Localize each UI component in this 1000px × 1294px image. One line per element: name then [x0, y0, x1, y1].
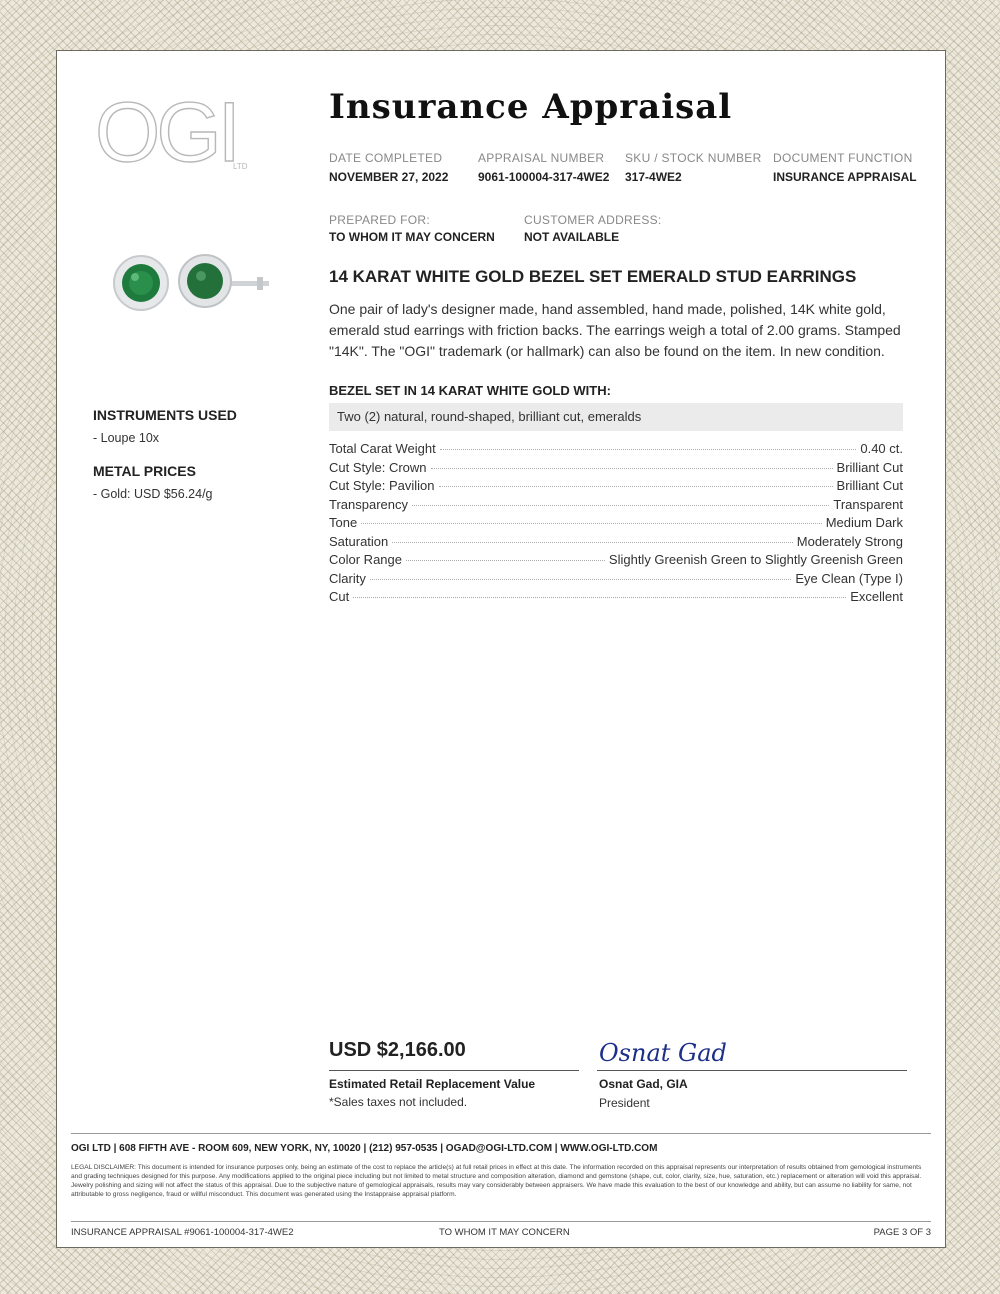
doc-function-label: DOCUMENT FUNCTION: [773, 151, 913, 165]
spec-row: [329, 515, 903, 534]
stones-description: Two (2) natural, round-shaped, brilliant cut, emeralds: [329, 403, 903, 431]
spec-row: [329, 441, 903, 460]
spec-row: [329, 589, 903, 608]
date-completed-label: DATE COMPLETED: [329, 151, 443, 165]
prepared-for-label: PREPARED FOR:: [329, 213, 431, 227]
signature-text: Osnat Gad: [599, 1039, 727, 1067]
spec-key: Total Carat Weight: [329, 441, 436, 456]
spec-row: [329, 552, 903, 571]
leader-dots: [412, 505, 829, 506]
customer-address-label: CUSTOMER ADDRESS:: [524, 213, 662, 227]
spec-key: Tone: [329, 515, 358, 530]
leader-dots: [406, 560, 605, 561]
leader-dots: [353, 597, 846, 598]
product-image: [81, 201, 281, 361]
earring-side: [179, 255, 269, 307]
spec-row: [329, 571, 903, 590]
footer-rule: [71, 1133, 931, 1134]
logo-mark: OGI: [95, 95, 238, 175]
value-rule: [329, 1070, 579, 1071]
spec-key: Cut: [329, 589, 350, 604]
spec-row: [329, 460, 903, 479]
footer-recipient: TO WHOM IT MAY CONCERN: [439, 1227, 570, 1238]
signer-name: Osnat Gad, GIA: [599, 1077, 688, 1091]
earring-front: [114, 256, 168, 310]
leader-dots: [392, 542, 793, 543]
spec-row: [329, 497, 903, 516]
sku-value: 317-4WE2: [625, 170, 682, 184]
spec-value: Brilliant Cut: [836, 478, 903, 493]
item-heading: 14 KARAT WHITE GOLD BEZEL SET EMERALD STUD EARRINGS: [329, 267, 857, 286]
page-title: Insurance Appraisal: [329, 87, 733, 127]
leader-dots: [370, 579, 792, 580]
spec-key: Transparency: [329, 496, 408, 512]
item-description: One pair of lady's designer made, hand assembled, hand made, polished, 14K white gold, emerald stud earrings with friction backs. The earrings weigh a total of 2.00 grams. Stamped "14K". The "OGI" trademark (or hallmark) can also be found on the item. In new condition.: [329, 301, 901, 359]
leader-dots: [440, 449, 857, 450]
spec-row: [329, 478, 903, 497]
sku-label: SKU / STOCK NUMBER: [625, 151, 762, 165]
metal-prices-heading: METAL PRICES: [93, 463, 196, 479]
spec-key: Cut Style: Crown: [329, 459, 427, 475]
replacement-value-label: Estimated Retail Replacement Value: [329, 1077, 536, 1091]
tax-note: *Sales taxes not included.: [329, 1095, 468, 1109]
signature: [597, 1031, 737, 1071]
spec-value: 0.40 ct.: [860, 441, 903, 456]
replacement-value: USD $2,166.00: [329, 1039, 466, 1061]
signature-rule: [597, 1070, 907, 1071]
logo-sub: LTD: [233, 162, 248, 171]
footer-appraisal-ref: INSURANCE APPRAISAL #9061-100004-317-4WE2: [71, 1227, 294, 1238]
spec-key: Cut Style: Pavilion: [329, 478, 435, 493]
spec-value: Eye Clean (Type I): [795, 570, 903, 586]
legal-disclaimer: LEGAL DISCLAIMER: This document is intended for insurance purposes only, being an estimate of the cost to replace the article(s) at full retail prices in effect at this date. The information recorded on this appraisal represents our interpretation of results obtained from gemological instruments and grading techniques designed for this purpose. Any modifications applied to the original piece including but not limited to metal structure and composition alteration, diamond and gemstone (shape, cut, color, clarity, size, hue, saturation, etc.) replacement or alteration will void this appraisal. Jewelry polishing and sizing will not affect the status of this appraisal. Due to the subjective nature of gemological appraisals, results may vary considerably between appraisers. We have made this evaluation to the best of our knowledge and ability, but can assume no liability for same, not attributable to gross negligence, fraud or willful misconduct. This document was generated using the Instappraise appraisal platform.: [71, 1164, 922, 1198]
spec-value: Moderately Strong: [796, 533, 903, 549]
date-completed-value: NOVEMBER 27, 2022: [329, 170, 449, 184]
appraisal-number-label: APPRAISAL NUMBER: [478, 151, 605, 165]
customer-address-value: NOT AVAILABLE: [524, 230, 620, 244]
leader-dots: [361, 523, 822, 524]
certificate-page: [56, 50, 946, 1248]
spec-value: Transparent: [833, 496, 903, 512]
setting-heading: BEZEL SET IN 14 KARAT WHITE GOLD WITH:: [329, 383, 611, 398]
spec-key: Color Range: [329, 552, 402, 567]
company-line: OGI LTD | 608 FIFTH AVE - ROOM 609, NEW YORK, NY, 10020 | (212) 957-0535 | OGAD@OGI-LTD.COM | WWW.OGI-LTD.COM: [71, 1143, 658, 1154]
leader-dots: [439, 486, 833, 487]
ogi-logo: [95, 95, 265, 175]
spec-value: Medium Dark: [825, 515, 903, 530]
appraisal-number-value: 9061-100004-317-4WE2: [478, 170, 610, 184]
leader-dots: [431, 468, 833, 469]
spec-row: [329, 534, 903, 553]
prepared-for-value: TO WHOM IT MAY CONCERN: [329, 230, 495, 244]
page-number: PAGE 3 OF 3: [873, 1227, 931, 1238]
spec-value: Brilliant Cut: [836, 459, 903, 475]
instruments-heading: INSTRUMENTS USED: [93, 407, 237, 423]
spec-key: Saturation: [329, 533, 389, 549]
signer-title: President: [599, 1096, 650, 1110]
metal-prices-value: - Gold: USD $56.24/g: [93, 487, 213, 501]
spec-value: Slightly Greenish Green to Slightly Greenish Green: [608, 552, 903, 567]
spec-key: Clarity: [329, 570, 366, 586]
spec-value: Excellent: [850, 589, 903, 604]
instruments-value: - Loupe 10x: [93, 431, 160, 445]
doc-function-value: INSURANCE APPRAISAL: [773, 170, 917, 184]
footer-bottom-rule: [71, 1221, 931, 1222]
spec-list: [329, 441, 903, 608]
